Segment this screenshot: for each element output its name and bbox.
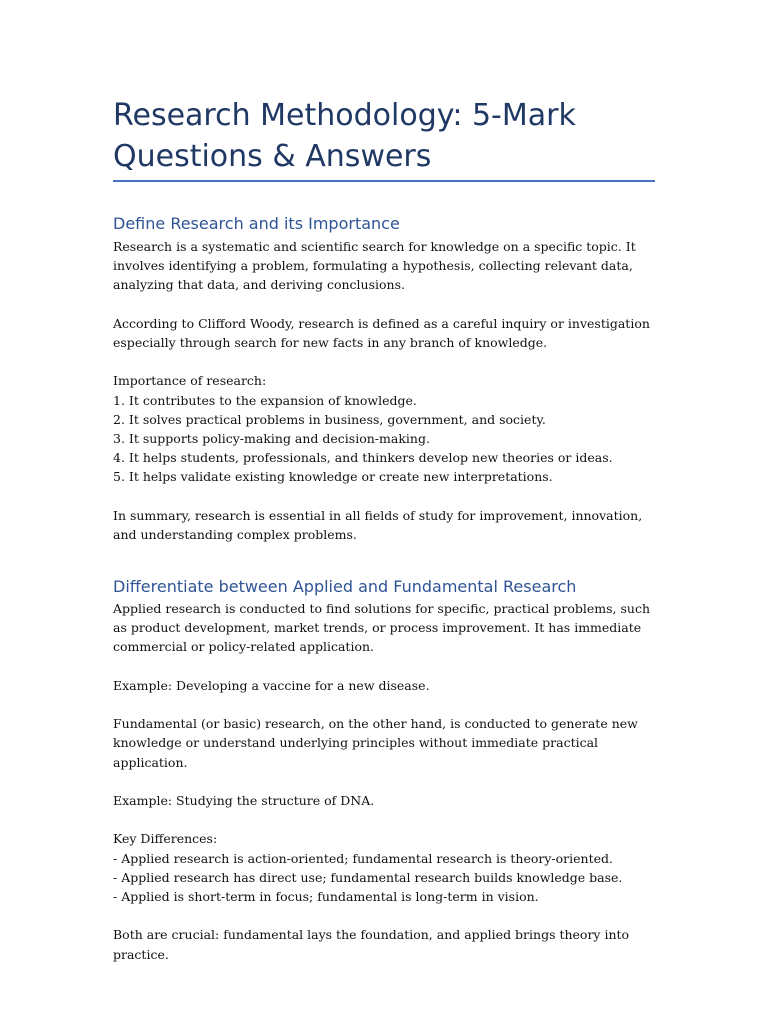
list-intro: Importance of research: xyxy=(113,373,267,389)
conclusion-paragraph: Both are crucial: fundamental lays the foundation, and applied brings theory into practice. xyxy=(113,927,630,962)
example-paragraph: Example: Studying the structure of DNA. xyxy=(113,792,375,808)
differences-list xyxy=(113,829,658,906)
title-divider xyxy=(113,180,655,182)
list-intro: Key Differences: xyxy=(113,831,218,847)
list-item: 3. It supports policy-making and decision-making. xyxy=(113,431,430,446)
list-item: - Applied research is action-oriented; fundamental research is theory-oriented. xyxy=(113,850,613,866)
importance-list xyxy=(113,371,658,486)
section-body-applied-vs-fundamental xyxy=(113,599,658,983)
paragraph: Fundamental (or basic) research, on the other hand, is conducted to generate new knowledge or understand underlying principles without immediate practical application. xyxy=(113,716,638,770)
paragraph: According to Clifford Woody, research is defined as a careful inquiry or investigation especially through search for new facts in any branch of knowledge. xyxy=(113,315,650,350)
list-item: 4. It helps students, professionals, and thinkers develop new theories or ideas. xyxy=(113,450,613,466)
list-item: 1. It contributes to the expansion of knowledge. xyxy=(113,392,417,408)
section-body-research xyxy=(113,237,658,563)
summary-paragraph: In summary, research is essential in all fields of study for improvement, innovation, and understanding complex problems. xyxy=(113,507,643,542)
page-title: Research Methodology: 5-Mark Questions & Answers xyxy=(113,98,576,174)
list-item: - Applied research has direct use; fundamental research builds knowledge base. xyxy=(113,869,623,885)
paragraph: Research is a systematic and scientific search for knowledge on a specific topic. It involves identifying a problem, formulating a hypothesis, collecting relevant data, analyzing that data, and deriving conclusions. xyxy=(113,239,636,293)
list-item: - Applied is short-term in focus; fundamental is long-term in vision. xyxy=(113,888,539,904)
example-paragraph: Example: Developing a vaccine for a new disease. xyxy=(113,677,430,693)
list-item: 5. It helps validate existing knowledge or create new interpretations. xyxy=(113,469,553,485)
paragraph: Applied research is conducted to find solutions for specific, practical problems, such as product development, market trends, or process improvement. It has immediate commercial or policy-related application. xyxy=(113,601,651,655)
section-heading-applied-vs-fundamental: Differentiate between Applied and Fundamental Research xyxy=(113,577,577,596)
section-heading-research: Define Research and its Importance xyxy=(113,214,400,233)
list-item: 2. It solves practical problems in business, government, and society. xyxy=(113,411,546,427)
